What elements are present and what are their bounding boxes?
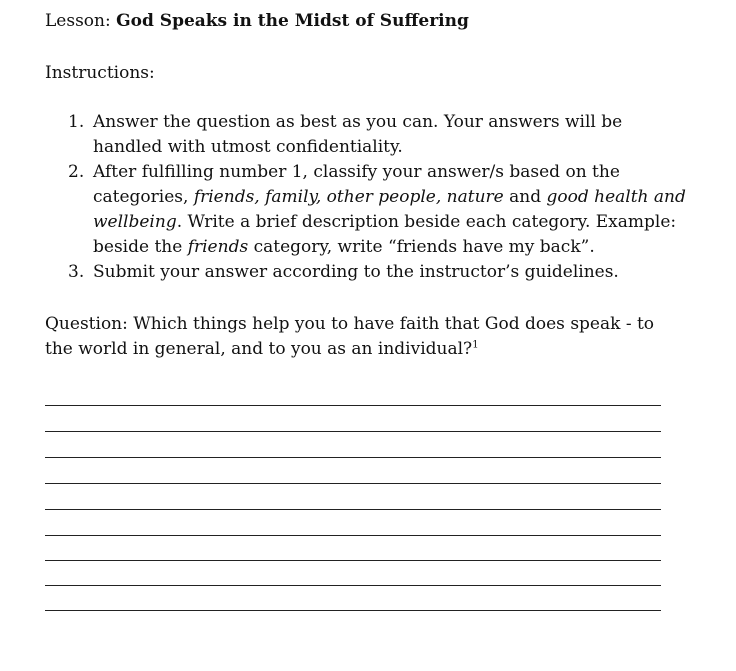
step-text: Submit your answer according to the instructor’s guidelines. (93, 262, 619, 282)
lesson-heading (45, 8, 469, 34)
step-text: After fulfilling number 1, classify your answer/s based on the categories, (93, 162, 620, 207)
step-text: . Write a brief description beside each category. Example: beside the (93, 212, 677, 257)
answer-line[interactable] (45, 457, 661, 458)
answer-line[interactable] (45, 431, 661, 432)
lesson-title: God Speaks in the Midst of Suffering (116, 11, 469, 31)
answer-line[interactable] (45, 509, 661, 510)
question-body: Question: Which things help you to have faith that God does speak - to the world in general, and to you as an individual? (45, 314, 655, 359)
step-text: Answer the question as best as you can. Your answers will be handled with utmost confidentiality. (93, 112, 623, 157)
instruction-steps (68, 110, 688, 285)
step-number: 1. (68, 112, 85, 132)
step-number: 2. (68, 162, 85, 182)
step-italic-example: friends (187, 237, 249, 257)
step-number: 3. (68, 262, 85, 282)
answer-line[interactable] (45, 483, 661, 484)
answer-line[interactable] (45, 405, 661, 406)
answer-line[interactable] (45, 560, 661, 561)
lesson-label: Lesson: (45, 11, 117, 31)
answer-line[interactable] (45, 585, 661, 586)
question-text (45, 312, 685, 362)
step-text: category, write “friends have my back”. (248, 237, 595, 257)
answer-line[interactable] (45, 610, 661, 611)
instruction-step-2 (68, 160, 688, 260)
answer-line[interactable] (45, 535, 661, 536)
instruction-step-1 (68, 110, 688, 160)
footnote-reference: 1 (472, 339, 479, 351)
instruction-step-3 (68, 260, 688, 285)
step-italic-category: good health and wellbeing (93, 187, 686, 232)
instructions-label: Instructions: (45, 63, 155, 83)
step-italic-categories: friends, family, other people, nature (193, 187, 504, 207)
step-text: and (503, 187, 547, 207)
